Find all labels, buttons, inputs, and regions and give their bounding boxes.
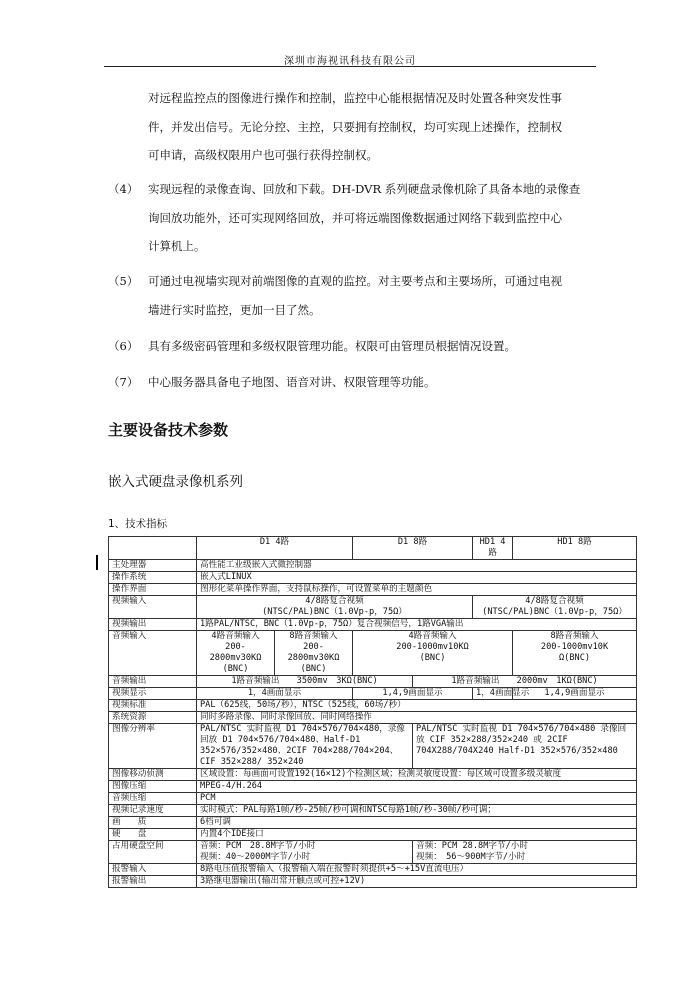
- row-value: [353, 631, 513, 676]
- cell-line: 8路音频输入: [550, 631, 599, 641]
- header-rule: [104, 66, 596, 67]
- table-row: [109, 631, 637, 676]
- table-row: [109, 596, 637, 619]
- cell-line: 8路音频输入: [289, 631, 338, 641]
- row-value: [413, 841, 637, 864]
- row-value: PAL/NTSC 实时监视 D1 704×576/704×480，录像回放 D1 704×576/704×480、Half-D1 352×576/352×480、2CIF 704×288/704×204、CIF 352×288/ 352×240: [197, 724, 413, 769]
- table-row: [109, 841, 637, 864]
- cell-line: 4/8路复合视频: [525, 596, 584, 606]
- cell-line: (BNC): [419, 653, 446, 663]
- table-row: [109, 864, 637, 876]
- text-line: 件，并发出信号。无论分控、主控，只要拥有控制权，均可实现上述操作，控制权: [148, 119, 562, 134]
- row-label: 报警输入: [109, 864, 197, 876]
- table-caption: 1、技术指标: [108, 518, 168, 530]
- intro-continuation: [148, 84, 598, 170]
- table-row: [109, 817, 637, 829]
- page-header: 深圳市海视讯科技有限公司: [284, 56, 416, 67]
- cell-line: 200-2800mv30KΩ: [209, 642, 262, 663]
- text-line: 可通过电视墙实现对前端图像的直观的监控。对主要考点和主要场所，可通过电视: [148, 274, 562, 288]
- row-label: 图像移动侦测: [109, 769, 197, 781]
- list-number: （6）: [108, 339, 139, 353]
- row-value: 1,4,9画面显示: [353, 688, 473, 700]
- row-label: 图像分辨率: [109, 724, 197, 769]
- list-number: （4）: [108, 182, 139, 196]
- text-line: 中心服务器具备电子地图、语音对讲、权限管理等功能。: [148, 375, 436, 389]
- row-value: 内置4个IDE接口: [197, 829, 637, 841]
- row-value: PCM: [197, 793, 637, 805]
- row-label: 图像压缩: [109, 781, 197, 793]
- row-label: 音频输入: [109, 631, 197, 676]
- cell-line: 200-1000mv10KΩ: [396, 642, 469, 652]
- cell-line: 视频：40～2000M字节/小时: [200, 852, 311, 862]
- row-label: 视频输出: [109, 619, 197, 631]
- row-label: 视频记录速度: [109, 805, 197, 817]
- cell-line: Ω(BNC): [559, 653, 591, 663]
- text-line: 对远程监控点的图像进行操作和控制，监控中心能根据情况及时处置各种突发性事: [148, 91, 562, 105]
- row-label: 报警输出: [109, 876, 197, 888]
- text-line: 墙进行实时监控，更加一目了然。: [148, 302, 321, 317]
- cell-line: (BNC): [300, 664, 327, 674]
- change-bar: [96, 555, 98, 570]
- row-value: 6档可调: [197, 817, 637, 829]
- text-line: 可申请，高级权限用户也可强行获得控制权。: [148, 148, 378, 162]
- row-label: 视频显示: [109, 688, 197, 700]
- cell-line: 200-2800mv30KΩ: [287, 642, 340, 663]
- section-title: 主要设备技术参数: [108, 421, 229, 439]
- cell-line: 4路音频输入: [211, 631, 260, 641]
- table-row: [109, 829, 637, 841]
- row-label: 视频输入: [109, 596, 197, 619]
- table-row: [109, 560, 637, 572]
- table-row: [109, 781, 637, 793]
- row-value: PAL/NTSC 实时监视 D1 704×576/704×480 录像回放 CIF 352×288/352×240 或 2CIF 704X288/704X240 Half-D1 352×576/352×480: [413, 724, 637, 769]
- row-label: 音频压缩: [109, 793, 197, 805]
- row-value: [197, 841, 413, 864]
- row-value: 1路音频输出 3500mv 3KΩ(BNC): [197, 676, 413, 688]
- row-label: 音频输出: [109, 676, 197, 688]
- table-row: [109, 619, 637, 631]
- cell-line: 音频：PCM 28.8M字节/小时: [200, 841, 316, 851]
- row-value: 区域设置：每画面可设置192(16×12)个检测区域；检测灵敏度设置：每区域可设置多级灵敏度: [197, 769, 637, 781]
- cell-line: 4/8路复合视频: [305, 596, 364, 606]
- cell-line: 4路音频输入: [408, 631, 457, 641]
- row-value: PAL（625线，50场/秒），NTSC（525线，60场/秒）: [197, 700, 637, 712]
- header-cell: [109, 537, 197, 560]
- cell-line: 视频： 56～900M字节/小时: [416, 852, 526, 862]
- table-header-row: [109, 537, 637, 560]
- row-value: MPEG-4/H.264: [197, 781, 637, 793]
- row-value: 实时模式：PAL每路1帧/秒-25帧/秒可调和NTSC每路1帧/秒-30帧/秒可调；: [197, 805, 637, 817]
- table-row: [109, 769, 637, 781]
- table-row: [109, 572, 637, 584]
- row-value: [197, 631, 275, 676]
- row-label: 操作系统: [109, 572, 197, 584]
- row-label: 硬 盘: [109, 829, 197, 841]
- table-row: [109, 584, 637, 596]
- row-value: 同时多路录像、同时录像回放、同时网络操作: [197, 712, 637, 724]
- row-value: 3路继电器输出(输出常开触点或可控+12V): [197, 876, 637, 888]
- text-line: 实现远程的录像查询、回放和下载。DH-DVR 系列硬盘录像机除了具备本地的录像查: [148, 182, 581, 196]
- table-row: [109, 688, 637, 700]
- subsection-title: 嵌入式硬盘录像机系列: [108, 474, 243, 490]
- row-value: [197, 596, 473, 619]
- cell-line: (BNC): [222, 664, 249, 674]
- cell-line: 200-1000mv10K: [540, 642, 609, 652]
- row-label: 操作界面: [109, 584, 197, 596]
- spec-table: [108, 536, 637, 888]
- row-value: 嵌入式LINUX: [197, 572, 637, 584]
- header-cell: D1 4路: [197, 537, 353, 560]
- list-number: （7）: [108, 375, 139, 389]
- row-value: 图形化菜单操作界面，支持鼠标操作，可设置菜单的主题颜色: [197, 584, 637, 596]
- row-label: 系统资源: [109, 712, 197, 724]
- text-line: 计算机上。: [148, 239, 206, 253]
- row-value: 1路PAL/NTSC，BNC（1.0Vp-p，75Ω）复合视频信号，1路VGA输出: [197, 619, 637, 631]
- row-label: 占用硬盘空间: [109, 841, 197, 864]
- row-value: 1,4,9画面显示: [513, 688, 637, 700]
- table-row: [109, 724, 637, 769]
- row-value: 8路电压值报警输入（报警输入端在报警时须提供+5～+15V直流电压）: [197, 864, 637, 876]
- header-cell: HD1 4路: [473, 537, 513, 560]
- cell-line: (NTSC/PAL)BNC（1.0Vp-p，75Ω）: [482, 607, 627, 617]
- table-row: [109, 793, 637, 805]
- text-line: 具有多级密码管理和多级权限管理功能。权限可由管理员根据情况设置。: [148, 339, 516, 353]
- table-row: [109, 712, 637, 724]
- row-label: 画 质: [109, 817, 197, 829]
- table-row: [109, 876, 637, 888]
- row-value: 1，4画面显示: [473, 688, 513, 700]
- text-line: 询回放功能外，还可实现网络回放，并可将远端图像数据通过网络下载到监控中心: [148, 210, 562, 225]
- row-label: 视频标准: [109, 700, 197, 712]
- row-value: 1，4画面显示: [197, 688, 353, 700]
- row-value: [473, 596, 637, 619]
- row-value: [513, 631, 637, 676]
- row-value: 1路音频输出 2000mv 1KΩ(BNC): [413, 676, 637, 688]
- header-cell: HD1 8路: [513, 537, 637, 560]
- header-cell: D1 8路: [353, 537, 473, 560]
- list-number: （5）: [108, 274, 139, 288]
- table-row: [109, 676, 637, 688]
- table-row: [109, 805, 637, 817]
- row-label: 主处理器: [109, 560, 197, 572]
- row-value: 高性能工业级嵌入式微控制器: [197, 560, 637, 572]
- cell-line: (NTSC/PAL)BNC（1.0Vp-p，75Ω）: [262, 607, 407, 617]
- cell-line: 音频：PCM 28.8M字节/小时: [416, 841, 528, 851]
- table-row: [109, 700, 637, 712]
- row-value: [275, 631, 353, 676]
